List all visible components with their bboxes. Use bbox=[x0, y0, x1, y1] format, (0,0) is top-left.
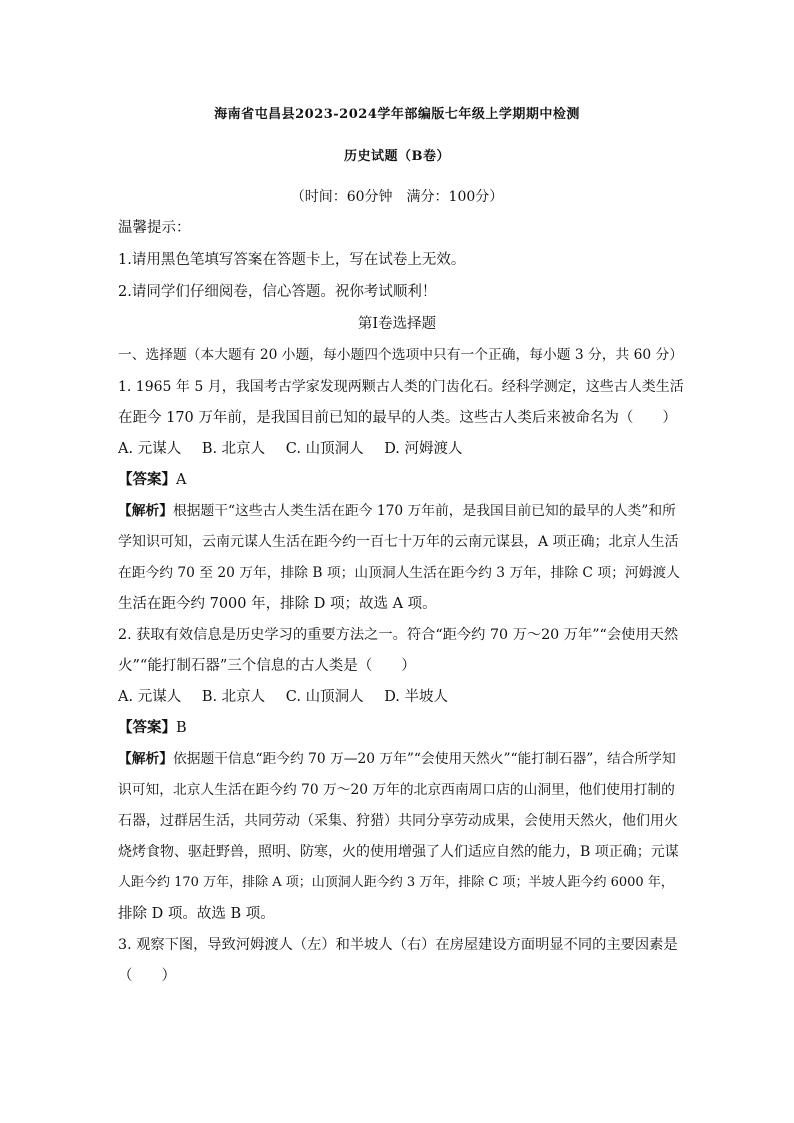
doc-title-line2: 历史试题（B卷） bbox=[344, 149, 450, 164]
q2-answer-value: B bbox=[176, 720, 187, 736]
q2-stem-line1: 2. 获取有效信息是历史学习的重要方法之一。符合“距今约 70 万～20 万年”“会使用天然 bbox=[118, 627, 679, 643]
q1-analysis-text1: 根据题干“这些古人类生活在距今 170 万年前，是我国目前已知的最早的人类”和所 bbox=[173, 503, 676, 519]
q2-option-c: C. 山顶洞人 bbox=[285, 689, 364, 705]
q2-option-b: B. 北京人 bbox=[201, 689, 266, 705]
q1-option-d: D. 河姆渡人 bbox=[384, 441, 463, 457]
q1-stem-line1: 1. 1965 年 5 月，我国考古学家发现两颗古人类的门齿化石。经科学测定，这些古人类生活 bbox=[118, 379, 684, 395]
exam-time-score: （时间：60分钟 满分：100分） bbox=[290, 189, 504, 205]
tips-header: 温馨提示： bbox=[118, 220, 191, 236]
q1-analysis-line1 bbox=[118, 501, 676, 521]
q2-analysis-text1: 依据题干信息“距今约 70 万—20 万年”“会使用天然火”“能打制石器”，结合所学知 bbox=[173, 751, 676, 767]
q1-option-a: A. 元谋人 bbox=[118, 441, 182, 457]
q1-answer bbox=[118, 470, 186, 490]
q1-option-b: B. 北京人 bbox=[201, 441, 266, 457]
q2-analysis-line2: 识可知，北京人生活在距今约 70 万～20 万年的北京西南周口店的山洞里，他们使用打制的 bbox=[118, 782, 675, 798]
q2-analysis-label: 【解析】 bbox=[118, 751, 174, 767]
q1-analysis-label: 【解析】 bbox=[118, 503, 174, 519]
q1-answer-label: 【答案】 bbox=[118, 471, 176, 488]
q1-analysis-line2: 学知识可知，云南元谋人生活在距今约一百七十万年的云南元谋县，A 项正确；北京人生活 bbox=[118, 534, 679, 550]
q3-stem-line1: 3. 观察下图，导致河姆渡人（左）和半坡人（右）在房屋建设方面明显不同的主要因素是 bbox=[118, 937, 678, 953]
q1-options bbox=[118, 439, 479, 459]
tip-2: 2.请同学们仔细阅卷，信心答题。祝你考试顺利！ bbox=[118, 284, 437, 300]
q2-answer-label: 【答案】 bbox=[118, 719, 176, 736]
q2-answer bbox=[118, 718, 187, 738]
q2-analysis-line6: 排除 D 项。故选 B 项。 bbox=[118, 906, 275, 922]
q2-options bbox=[118, 687, 464, 707]
q1-analysis-line4: 生活在距今约 7000 年，排除 D 项；故选 A 项。 bbox=[118, 596, 437, 612]
tip-1: 1.请用黑色笔填写答案在答题卡上，写在试卷上无效。 bbox=[118, 252, 466, 268]
q1-stem-line2: 在距今 170 万年前，是我国目前已知的最早的人类。这些古人类后来被命名为（ ） bbox=[118, 410, 677, 426]
q2-analysis-line1 bbox=[118, 749, 676, 769]
q1-option-c: C. 山顶洞人 bbox=[285, 441, 364, 457]
q2-analysis-line4: 烧烤食物、驱赶野兽，照明、防寒，火的使用增强了人们适应自然的能力，B 项正确；元谋 bbox=[118, 844, 679, 860]
q2-analysis-line3: 石器，过群居生活，共同劳动（采集、狩猎）共同分享劳动成果，会使用天然火，他们用火 bbox=[118, 813, 678, 829]
q2-stem-line2: 火”“能打制石器”三个信息的古人类是（ ） bbox=[118, 658, 416, 674]
section-title: 第Ⅰ卷选择题 bbox=[357, 316, 437, 332]
q1-answer-value: A bbox=[176, 472, 187, 488]
q2-option-d: D. 半坡人 bbox=[384, 689, 449, 705]
q2-option-a: A. 元谋人 bbox=[118, 689, 182, 705]
q2-analysis-line5: 人距今约 170 万年，排除 A 项；山顶洞人距今约 3 万年，排除 C 项；半坡人距今约 6000 年， bbox=[118, 875, 674, 890]
q1-analysis-line3: 在距今约 70 至 20 万年，排除 B 项；山顶洞人生活在距今约 3 万年，排除 C 项；河姆渡人 bbox=[118, 565, 680, 581]
doc-title-line1: 海南省屯昌县2023-2024学年部编版七年级上学期期中检测 bbox=[214, 107, 580, 122]
q3-stem-line2: （ ） bbox=[118, 968, 176, 984]
part-header: 一、选择题（本大题有 20 小题，每小题四个选项中只有一个正确，每小题 3 分，共 60 分） bbox=[118, 347, 683, 363]
